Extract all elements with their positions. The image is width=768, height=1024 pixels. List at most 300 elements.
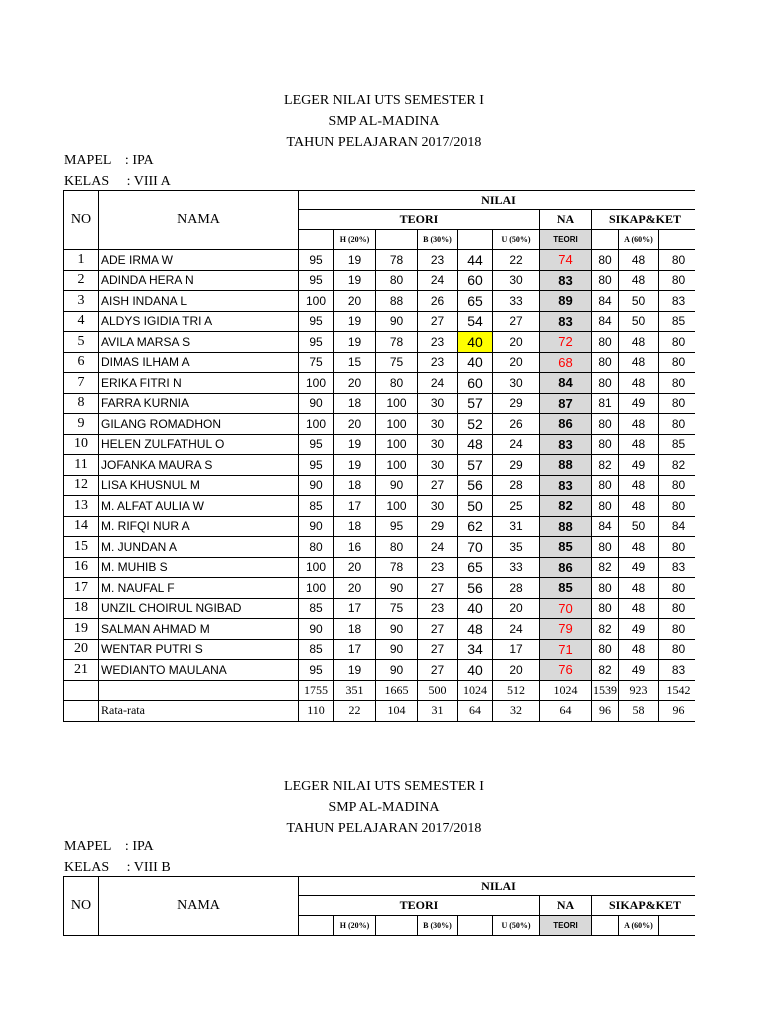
student-row: [64, 352, 699, 373]
score-sikap-3: 80: [659, 250, 699, 271]
score-b-weighted: 27: [418, 578, 458, 599]
score-h: 100: [299, 578, 334, 599]
score-h-weighted: 18: [334, 475, 376, 496]
score-u-weighted: 24: [493, 434, 540, 455]
student-name: DIMAS ILHAM A: [99, 352, 299, 373]
score-b: 100: [376, 455, 418, 476]
student-no: 3: [64, 291, 99, 312]
score-na-teori: 84: [540, 373, 592, 394]
score-h-weighted: 17: [334, 598, 376, 619]
score-b: 88: [376, 291, 418, 312]
score-b-weighted: 23: [418, 557, 458, 578]
score-b-weighted: 23: [418, 250, 458, 271]
score-sikap-1: 80: [592, 598, 619, 619]
score-b: 80: [376, 373, 418, 394]
score-u: 65: [458, 291, 493, 312]
score-sikap-2: 49: [619, 393, 659, 414]
student-row: [64, 393, 699, 414]
score-sikap-3: 80: [659, 578, 699, 599]
student-no: 16: [64, 557, 99, 578]
student-row: [64, 455, 699, 476]
score-na-teori: 86: [540, 557, 592, 578]
score-u-weighted: 35: [493, 537, 540, 558]
header-na: NA: [540, 896, 592, 916]
header-nilai: NILAI: [299, 191, 699, 210]
student-name: ERIKA FITRI N: [99, 373, 299, 394]
student-rows: [64, 250, 699, 681]
average-label: Rata-rata: [99, 700, 299, 721]
student-no: 17: [64, 578, 99, 599]
score-b: 100: [376, 393, 418, 414]
score-h: 85: [299, 496, 334, 517]
student-name: AISH INDANA L: [99, 291, 299, 312]
totals-b: 1665: [376, 680, 418, 700]
student-no: 15: [64, 537, 99, 558]
score-h-weighted: 20: [334, 373, 376, 394]
average-s1: 96: [592, 700, 619, 721]
header-teori: TEORI: [299, 210, 540, 230]
score-b-weighted: 30: [418, 414, 458, 435]
score-sikap-1: 80: [592, 352, 619, 373]
score-u-weighted: 20: [493, 660, 540, 681]
score-na-teori: 85: [540, 537, 592, 558]
student-name: HELEN ZULFATHUL O: [99, 434, 299, 455]
score-u: 65: [458, 557, 493, 578]
score-b-weighted: 24: [418, 537, 458, 558]
score-sikap-2: 48: [619, 537, 659, 558]
score-sikap-2: 48: [619, 250, 659, 271]
totals-na: 1024: [540, 680, 592, 700]
student-no: 7: [64, 373, 99, 394]
header-nilai: NILAI: [299, 877, 699, 896]
score-sikap-1: 81: [592, 393, 619, 414]
score-sikap-2: 48: [619, 434, 659, 455]
student-name: FARRA KURNIA: [99, 393, 299, 414]
score-u: 57: [458, 393, 493, 414]
totals-b2: 500: [418, 680, 458, 700]
score-b: 78: [376, 557, 418, 578]
score-h: 90: [299, 516, 334, 537]
student-no: 2: [64, 270, 99, 291]
score-b-weighted: 30: [418, 434, 458, 455]
header-blank: [592, 230, 619, 250]
score-h: 100: [299, 557, 334, 578]
header-blank: [299, 916, 334, 936]
score-u-weighted: 29: [493, 455, 540, 476]
score-na-teori: 83: [540, 311, 592, 332]
student-no: 14: [64, 516, 99, 537]
score-na-teori: 82: [540, 496, 592, 517]
sheet2-kelas: KELAS : VIII B: [64, 860, 171, 875]
score-h: 95: [299, 660, 334, 681]
score-b-weighted: 26: [418, 291, 458, 312]
student-row: [64, 270, 699, 291]
score-u: 62: [458, 516, 493, 537]
score-b: 78: [376, 250, 418, 271]
student-no: 5: [64, 332, 99, 353]
score-sikap-3: 83: [659, 557, 699, 578]
score-h: 100: [299, 291, 334, 312]
score-sikap-3: 84: [659, 516, 699, 537]
score-sikap-1: 80: [592, 496, 619, 517]
score-b-weighted: 29: [418, 516, 458, 537]
header-blank: [592, 916, 619, 936]
score-b: 90: [376, 578, 418, 599]
score-h-weighted: 20: [334, 557, 376, 578]
score-h: 80: [299, 537, 334, 558]
sheet2-title-block: [0, 776, 768, 839]
average-u2: 32: [493, 700, 540, 721]
sheet2-title-line3: TAHUN PELAJARAN 2017/2018: [286, 821, 482, 836]
student-name: ALDYS IGIDIA TRI A: [99, 311, 299, 332]
header-h: H (20%): [334, 230, 376, 250]
score-sikap-3: 80: [659, 332, 699, 353]
student-row: [64, 332, 699, 353]
student-name: JOFANKA MAURA S: [99, 455, 299, 476]
sheet1-title-line2: SMP AL-MADINA: [328, 114, 440, 129]
student-name: LISA KHUSNUL M: [99, 475, 299, 496]
score-h: 95: [299, 434, 334, 455]
score-u: 56: [458, 475, 493, 496]
average-u: 64: [458, 700, 493, 721]
score-b-weighted: 30: [418, 393, 458, 414]
student-name: WENTAR PUTRI S: [99, 639, 299, 660]
header-no: NO: [64, 191, 99, 250]
score-sikap-1: 80: [592, 270, 619, 291]
student-row: [64, 537, 699, 558]
totals-h: 1755: [299, 680, 334, 700]
score-sikap-3: 80: [659, 270, 699, 291]
score-u-weighted: 20: [493, 598, 540, 619]
score-u: 57: [458, 455, 493, 476]
header-na-teori: TEORI: [540, 230, 592, 250]
score-b: 78: [376, 332, 418, 353]
score-h: 85: [299, 639, 334, 660]
score-sikap-1: 80: [592, 537, 619, 558]
header-nama: NAMA: [99, 877, 299, 936]
score-h-weighted: 16: [334, 537, 376, 558]
score-sikap-3: 82: [659, 455, 699, 476]
student-row: [64, 475, 699, 496]
student-no: 10: [64, 434, 99, 455]
score-b: 90: [376, 475, 418, 496]
score-na-teori: 86: [540, 414, 592, 435]
score-sikap-3: 80: [659, 352, 699, 373]
student-row: [64, 311, 699, 332]
score-na-teori: 71: [540, 639, 592, 660]
score-h-weighted: 19: [334, 311, 376, 332]
header-sikap: SIKAP&KET: [592, 896, 699, 916]
score-h-weighted: 19: [334, 660, 376, 681]
score-sikap-1: 80: [592, 332, 619, 353]
score-sikap-3: 80: [659, 414, 699, 435]
student-no: 19: [64, 619, 99, 640]
score-u-weighted: 22: [493, 250, 540, 271]
score-b: 80: [376, 537, 418, 558]
score-sikap-1: 80: [592, 250, 619, 271]
student-row: [64, 557, 699, 578]
score-b: 90: [376, 639, 418, 660]
score-h: 100: [299, 414, 334, 435]
average-b2: 31: [418, 700, 458, 721]
average-s2: 58: [619, 700, 659, 721]
sheet1-mapel: MAPEL : IPA: [64, 153, 154, 168]
score-u: 40: [458, 332, 493, 353]
score-b-weighted: 27: [418, 660, 458, 681]
score-sikap-2: 50: [619, 516, 659, 537]
score-sikap-2: 48: [619, 373, 659, 394]
score-sikap-2: 48: [619, 578, 659, 599]
score-b-weighted: 30: [418, 455, 458, 476]
score-h-weighted: 19: [334, 332, 376, 353]
score-b-weighted: 24: [418, 270, 458, 291]
student-name: AVILA MARSA S: [99, 332, 299, 353]
student-row: [64, 598, 699, 619]
score-sikap-1: 82: [592, 619, 619, 640]
score-na-teori: 68: [540, 352, 592, 373]
score-na-teori: 72: [540, 332, 592, 353]
score-u: 48: [458, 619, 493, 640]
score-h: 95: [299, 311, 334, 332]
score-sikap-1: 82: [592, 557, 619, 578]
score-u-weighted: 33: [493, 291, 540, 312]
score-u: 34: [458, 639, 493, 660]
score-u-weighted: 33: [493, 557, 540, 578]
score-h-weighted: 19: [334, 250, 376, 271]
score-na-teori: 83: [540, 475, 592, 496]
score-u-weighted: 28: [493, 578, 540, 599]
score-u: 60: [458, 270, 493, 291]
sheet1-title-line3: TAHUN PELAJARAN 2017/2018: [286, 135, 482, 150]
student-no: 20: [64, 639, 99, 660]
score-b-weighted: 30: [418, 496, 458, 517]
average-na: 64: [540, 700, 592, 721]
score-sikap-2: 50: [619, 311, 659, 332]
average-no: [64, 700, 99, 721]
header-b: B (30%): [418, 916, 458, 936]
student-row: [64, 250, 699, 271]
score-sikap-3: 80: [659, 393, 699, 414]
score-u: 54: [458, 311, 493, 332]
score-b: 90: [376, 660, 418, 681]
sheet2-mapel: MAPEL : IPA: [64, 839, 154, 854]
score-na-teori: 85: [540, 578, 592, 599]
score-h-weighted: 19: [334, 434, 376, 455]
score-h-weighted: 20: [334, 414, 376, 435]
score-sikap-3: 80: [659, 373, 699, 394]
score-h-weighted: 20: [334, 291, 376, 312]
header-u: U (50%): [493, 916, 540, 936]
score-na-teori: 83: [540, 270, 592, 291]
score-h: 95: [299, 270, 334, 291]
score-sikap-2: 48: [619, 414, 659, 435]
score-na-teori: 76: [540, 660, 592, 681]
score-sikap-1: 80: [592, 434, 619, 455]
student-name: SALMAN AHMAD M: [99, 619, 299, 640]
header-teori: TEORI: [299, 896, 540, 916]
header-row-1: [64, 877, 699, 896]
score-sikap-1: 84: [592, 291, 619, 312]
score-h-weighted: 17: [334, 496, 376, 517]
score-sikap-1: 84: [592, 516, 619, 537]
score-sikap-3: 80: [659, 496, 699, 517]
student-no: 8: [64, 393, 99, 414]
score-sikap-3: 83: [659, 660, 699, 681]
totals-no: [64, 680, 99, 700]
header-sikap: SIKAP&KET: [592, 210, 699, 230]
score-sikap-1: 82: [592, 660, 619, 681]
score-sikap-2: 48: [619, 332, 659, 353]
score-u-weighted: 30: [493, 270, 540, 291]
score-sikap-2: 49: [619, 557, 659, 578]
score-b-weighted: 23: [418, 352, 458, 373]
score-h-weighted: 20: [334, 578, 376, 599]
score-sikap-2: 49: [619, 455, 659, 476]
score-u: 70: [458, 537, 493, 558]
score-u: 40: [458, 352, 493, 373]
student-no: 21: [64, 660, 99, 681]
score-h: 95: [299, 455, 334, 476]
score-u-weighted: 27: [493, 311, 540, 332]
score-b-weighted: 27: [418, 475, 458, 496]
student-no: 6: [64, 352, 99, 373]
student-name: GILANG ROMADHON: [99, 414, 299, 435]
header-a: A (60%): [619, 916, 659, 936]
score-u-weighted: 24: [493, 619, 540, 640]
student-name: M. MUHIB S: [99, 557, 299, 578]
score-sikap-3: 80: [659, 537, 699, 558]
score-b: 80: [376, 270, 418, 291]
score-u-weighted: 20: [493, 352, 540, 373]
score-na-teori: 89: [540, 291, 592, 312]
score-sikap-3: 80: [659, 598, 699, 619]
header-blank: [659, 230, 699, 250]
student-no: 1: [64, 250, 99, 271]
score-u-weighted: 31: [493, 516, 540, 537]
student-no: 12: [64, 475, 99, 496]
score-sikap-2: 48: [619, 598, 659, 619]
student-row: [64, 291, 699, 312]
score-sikap-2: 48: [619, 270, 659, 291]
score-sikap-1: 84: [592, 311, 619, 332]
student-name: M. ALFAT AULIA W: [99, 496, 299, 517]
student-name: UNZIL CHOIRUL NGIBAD: [99, 598, 299, 619]
page-right-clip: [695, 0, 768, 1024]
sheet2-title-line2: SMP AL-MADINA: [328, 800, 440, 815]
score-u-weighted: 29: [493, 393, 540, 414]
score-sikap-3: 80: [659, 475, 699, 496]
score-sikap-3: 85: [659, 311, 699, 332]
score-b: 75: [376, 598, 418, 619]
score-u: 50: [458, 496, 493, 517]
student-name: M. JUNDAN A: [99, 537, 299, 558]
score-b-weighted: 27: [418, 619, 458, 640]
score-b-weighted: 23: [418, 332, 458, 353]
totals-s3: 1542: [659, 680, 699, 700]
score-b-weighted: 23: [418, 598, 458, 619]
score-b-weighted: 27: [418, 311, 458, 332]
header-nama: NAMA: [99, 191, 299, 250]
student-row: [64, 414, 699, 435]
average-s3: 96: [659, 700, 699, 721]
score-u-weighted: 25: [493, 496, 540, 517]
student-no: 11: [64, 455, 99, 476]
totals-u: 1024: [458, 680, 493, 700]
score-sikap-1: 80: [592, 578, 619, 599]
score-h: 85: [299, 598, 334, 619]
average-h: 110: [299, 700, 334, 721]
score-b: 100: [376, 496, 418, 517]
score-na-teori: 88: [540, 455, 592, 476]
score-b: 90: [376, 619, 418, 640]
student-row: [64, 639, 699, 660]
header-blank: [376, 230, 418, 250]
score-h: 100: [299, 373, 334, 394]
score-h-weighted: 18: [334, 393, 376, 414]
score-h-weighted: 15: [334, 352, 376, 373]
score-b: 100: [376, 434, 418, 455]
totals-u2: 512: [493, 680, 540, 700]
score-sikap-2: 50: [619, 291, 659, 312]
sheet2-meta: [64, 836, 171, 878]
score-sikap-2: 48: [619, 639, 659, 660]
score-u-weighted: 30: [493, 373, 540, 394]
sheet2-title-line1: LEGER NILAI UTS SEMESTER I: [284, 779, 484, 794]
score-u: 48: [458, 434, 493, 455]
score-u: 44: [458, 250, 493, 271]
score-h-weighted: 18: [334, 619, 376, 640]
sheet1-grade-table: [63, 190, 699, 722]
student-no: 18: [64, 598, 99, 619]
score-na-teori: 74: [540, 250, 592, 271]
totals-s1: 1539: [592, 680, 619, 700]
score-sikap-2: 48: [619, 475, 659, 496]
totals-label: [99, 680, 299, 700]
score-sikap-2: 49: [619, 619, 659, 640]
score-h-weighted: 17: [334, 639, 376, 660]
student-name: M. RIFQI NUR A: [99, 516, 299, 537]
student-name: WEDIANTO MAULANA: [99, 660, 299, 681]
student-no: 13: [64, 496, 99, 517]
header-na: NA: [540, 210, 592, 230]
score-sikap-3: 85: [659, 434, 699, 455]
student-row: [64, 516, 699, 537]
sheet1-title-line1: LEGER NILAI UTS SEMESTER I: [284, 93, 484, 108]
student-row: [64, 496, 699, 517]
score-sikap-3: 83: [659, 291, 699, 312]
header-blank: [299, 230, 334, 250]
score-sikap-3: 80: [659, 639, 699, 660]
student-no: 4: [64, 311, 99, 332]
header-a: A (60%): [619, 230, 659, 250]
header-h: H (20%): [334, 916, 376, 936]
score-u: 40: [458, 598, 493, 619]
header-no: NO: [64, 877, 99, 936]
sheet1-title-block: [0, 90, 768, 153]
score-u-weighted: 17: [493, 639, 540, 660]
score-h: 90: [299, 619, 334, 640]
score-h: 90: [299, 475, 334, 496]
header-b: B (30%): [418, 230, 458, 250]
score-h: 95: [299, 250, 334, 271]
score-h: 90: [299, 393, 334, 414]
sheet2-grade-table: [63, 876, 699, 936]
score-sikap-2: 49: [619, 660, 659, 681]
score-na-teori: 87: [540, 393, 592, 414]
score-u: 60: [458, 373, 493, 394]
score-b: 100: [376, 414, 418, 435]
average-row: [64, 700, 699, 721]
